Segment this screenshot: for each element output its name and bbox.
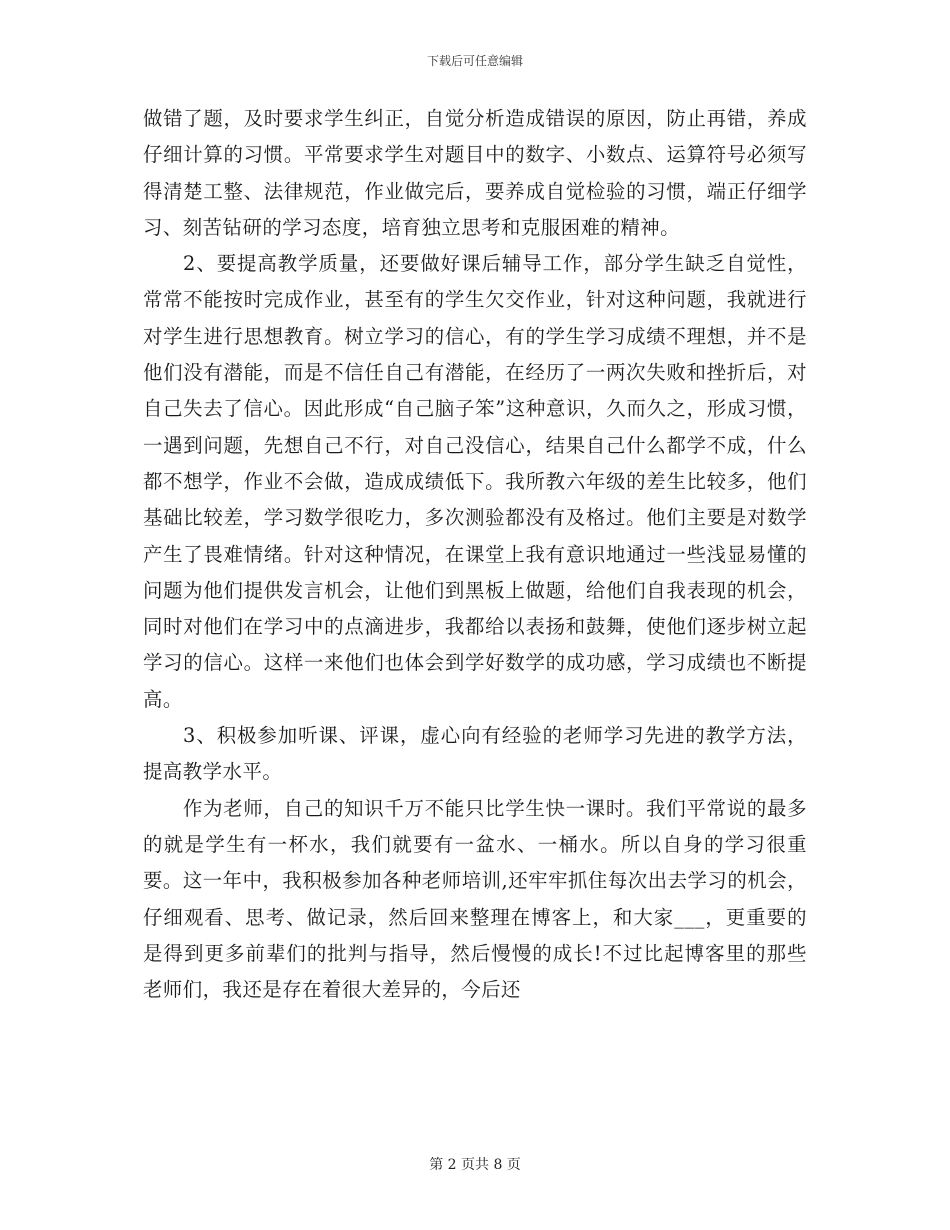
paragraph-self-study: 作为老师，自己的知识千万不能只比学生快一课时。我们平常说的最多的就是学生有一杯水，我们就要有一盆水、一桶水。所以自身的学习很重要。这一年中，我积极参加各种老师培训,还牢牢抓住每次出去学习的机会，仔细观看、思考、做记录，然后回来整理在博客上，和大家___，更重要的是得到更多前辈们的批判与指导，然后慢慢的成长!不过比起博客里的那些老师们，我还是存在着很大差异的，今后还: [143, 796, 807, 1002]
document-body: [143, 101, 807, 1008]
page-header: 下载后可任意编辑: [426, 54, 523, 68]
paragraph-point-3: 3、积极参加听课、评课，虚心向有经验的老师学习先进的教学方法，提高教学水平。: [143, 724, 807, 784]
paragraph-point-2: 2、要提高教学质量，还要做好课后辅导工作，部分学生缺乏自觉性，常常不能按时完成作业，甚至有的学生欠交作业，针对这种问题，我就进行对学生进行思想教育。树立学习的信心，有的学生学习成绩不理想，并不是他们没有潜能，而是不信任自己有潜能，在经历了一两次失败和挫折后，对自己失去了信心。因此形成“自己脑子笨”这种意识，久而久之，形成习惯，一遇到问题，先想自己不行，对自己没信心，结果自己什么都学不成，什么都不想学，作业不会做，造成成绩低下。我所教六年级的差生比较多，他们基础比较差，学习数学很吃力，多次测验都没有及格过。他们主要是对数学产生了畏难情绪。针对这种情况，在课堂上我有意识地通过一些浅显易懂的问题为他们提供发言机会，让他们到黑板上做题，给他们自我表现的机会，同时对他们在学习中的点滴进步，我都给以表扬和鼓舞，使他们逐步树立起学习的信心。这样一来他们也体会到学好数学的成功感，学习成绩也不断提高。: [143, 252, 807, 711]
page-number-footer: 第 2 页共 8 页: [429, 1157, 521, 1173]
paragraph-continuation: 做错了题，及时要求学生纠正，自觉分析造成错误的原因，防止再错，养成仔细计算的习惯。平常要求学生对题目中的数字、小数点、运算符号必须写得清楚工整、法律规范，作业做完后，要养成自觉检验的习惯，端正仔细学习、刻苦钻研的学习态度，培育独立思考和克服困难的精神。: [143, 107, 807, 239]
